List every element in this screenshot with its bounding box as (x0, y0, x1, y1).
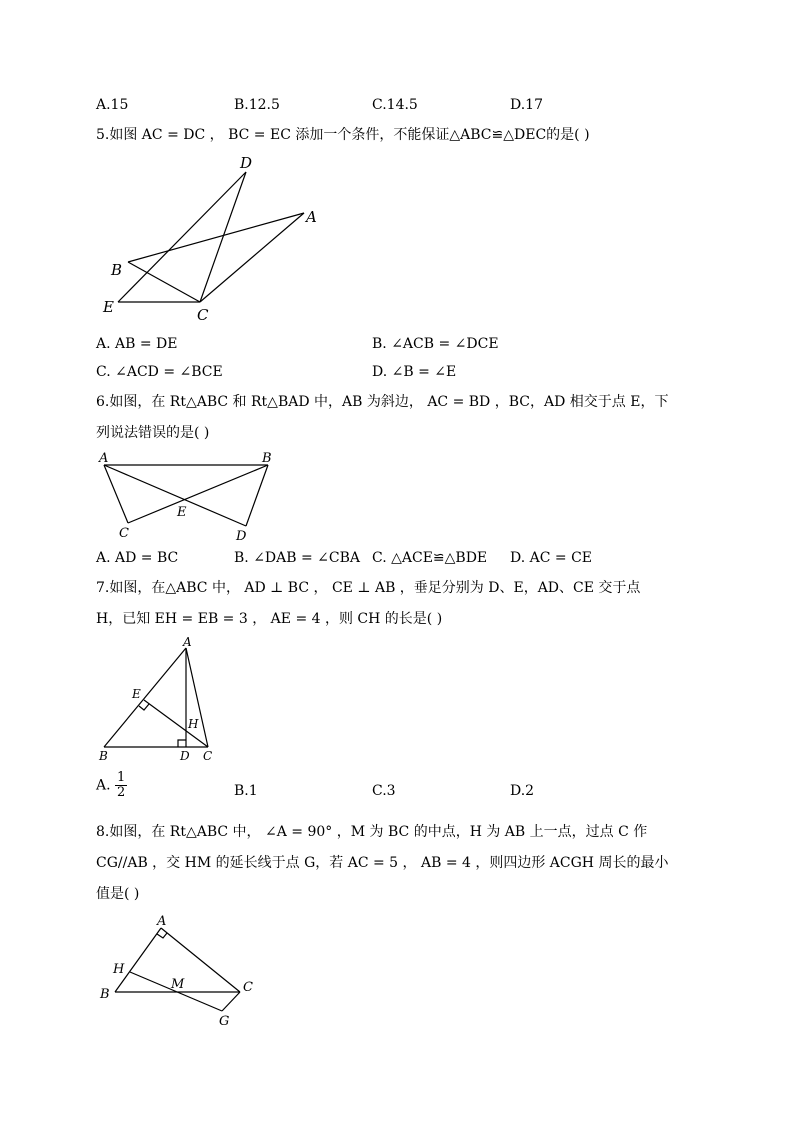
q6-figure (96, 450, 286, 545)
q6-option-c: C. △ACE≌△BDE (372, 550, 488, 566)
q7-option-d: D.2 (510, 783, 535, 799)
q8-right-angle-a (157, 933, 167, 938)
q4-option-d: D.17 (510, 97, 543, 113)
q8-label-a: A (157, 914, 167, 929)
q8-label-h: H (113, 962, 125, 977)
q7-option-a (96, 771, 127, 800)
q8-label-b: B (100, 987, 110, 1002)
q7-stem-line2: H，已知 EH = EB = 3 ， AE = 4 ，则 CH 的长是( ) (96, 611, 443, 627)
q6-stem-line2: 列说法错误的是( ) (96, 425, 210, 441)
q7-label-d: D (180, 749, 190, 763)
q6-segment-bd (246, 465, 268, 526)
q7-label-c: C (203, 749, 213, 763)
q6-label-d: D (236, 529, 247, 544)
q7-figure (96, 636, 226, 766)
q6-option-d: D. AC = CE (510, 550, 593, 566)
q5-segment-ba (128, 213, 304, 262)
q7-label-a: A (183, 635, 192, 649)
q5-option-d: D. ∠B = ∠E (372, 364, 457, 380)
q5-stem: 5.如图 AC = DC ， BC = EC 添加一个条件，不能保证△ABC≌△DEC的是( ) (96, 127, 590, 143)
q5-label-a: A (306, 208, 317, 226)
q5-option-c: C. ∠ACD = ∠BCE (96, 364, 223, 380)
q5-label-e: E (103, 298, 114, 316)
q6-option-a: A. AD = BC (96, 550, 179, 566)
q7-stem-line1: 7.如图，在△ABC 中， AD ⊥ BC ， CE ⊥ AB ，垂足分别为 D、E，AD、CE 交于点 (96, 580, 641, 596)
q7-label-h: H (188, 717, 199, 731)
q8-stem-line1: 8.如图，在 Rt△ABC 中， ∠A = 90° ，M 为 BC 的中点，H 为 AB 上一点，过点 C 作 (96, 824, 648, 840)
q6-label-a: A (99, 451, 109, 466)
q7-segment-ab (104, 648, 186, 747)
q5-segment-ed (118, 172, 246, 302)
q4-option-b: B.12.5 (234, 97, 280, 113)
q8-stem-line3: 值是( ) (96, 886, 140, 902)
q7-segment-ac (186, 648, 208, 747)
q8-label-c: C (243, 980, 253, 995)
q6-label-b: B (262, 451, 272, 466)
q7-option-a-fraction (115, 771, 127, 800)
q4-option-c: C.14.5 (372, 97, 418, 113)
q7-option-a-numerator: 1 (117, 770, 126, 785)
q7-label-e: E (132, 687, 141, 701)
q6-segment-cb (128, 465, 268, 523)
q5-segment-bc (128, 262, 200, 302)
q5-figure (100, 150, 330, 325)
q5-label-b: B (111, 261, 123, 279)
q5-option-b: B. ∠ACB = ∠DCE (372, 336, 499, 352)
q8-figure (96, 910, 266, 1030)
q7-label-b: B (99, 749, 108, 763)
q5-label-d: D (240, 154, 253, 172)
q8-segment-cg (222, 992, 240, 1011)
q7-option-c: C.3 (372, 783, 396, 799)
q5-option-a: A. AB = DE (96, 336, 178, 352)
q6-option-b: B. ∠DAB = ∠CBA (234, 550, 361, 566)
q8-label-m: M (171, 977, 185, 992)
q7-option-b: B.1 (234, 783, 258, 799)
q6-label-c: C (119, 526, 129, 541)
q7-right-angle-e (139, 704, 149, 710)
q6-stem-line1: 6.如图，在 Rt△ABC 和 Rt△BAD 中，AB 为斜边， AC = BD ，BC，AD 相交于点 E，下 (96, 394, 669, 410)
q8-label-g: G (219, 1014, 230, 1029)
q7-option-a-prefix: A. (96, 777, 111, 794)
q5-label-c: C (197, 306, 209, 324)
q4-option-a: A.15 (96, 97, 129, 113)
q8-stem-line2: CG//AB ，交 HM 的延长线于点 G，若 AC = 5 ， AB = 4 ，则四边形 ACGH 周长的最小 (96, 855, 669, 871)
q7-option-a-denominator: 2 (117, 785, 126, 800)
q7-right-angle-d (178, 740, 186, 747)
q6-label-e: E (177, 505, 187, 520)
